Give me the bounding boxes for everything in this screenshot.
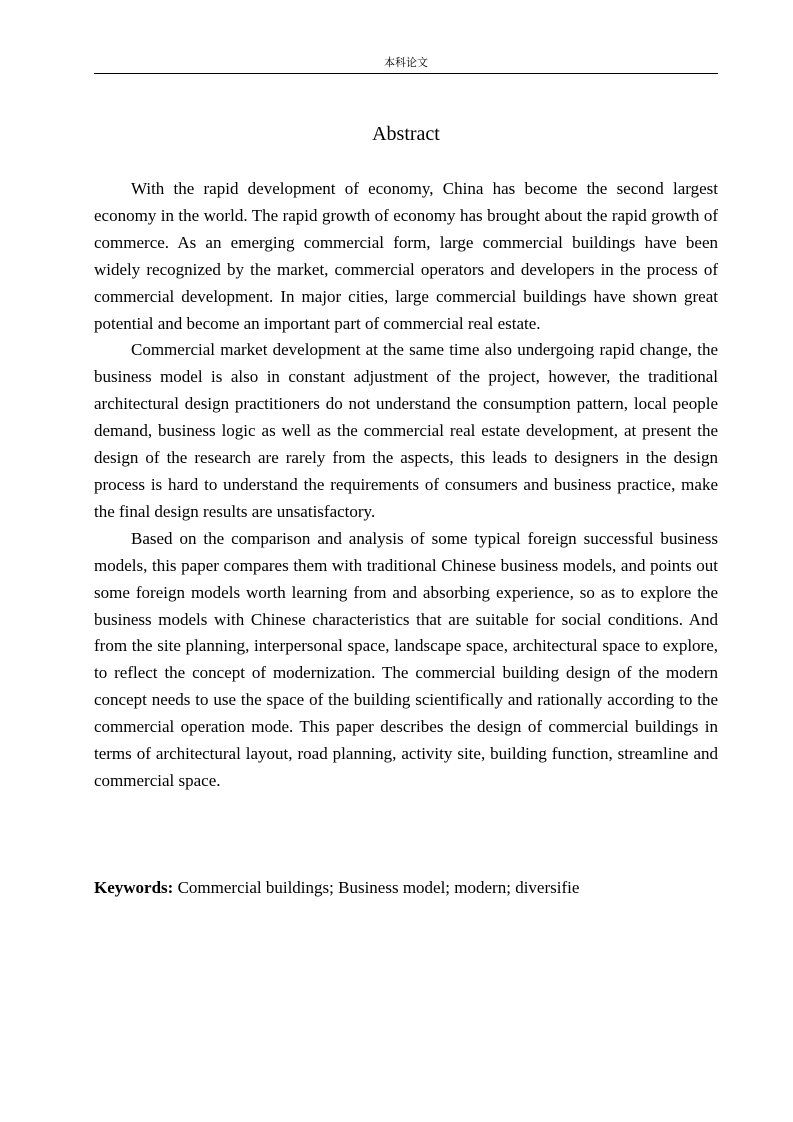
running-header: 本科论文	[384, 56, 428, 69]
abstract-paragraph-3: Based on the comparison and analysis of some typical foreign successful business models, this paper compares them with traditional Chinese business models, and points out some foreign models worth learning from and absorbing experience, so as to explore the business models with Chinese characteristics that are suitable for social conditions. And from the site planning, interpersonal space, landscape space, architectural space to explore, to reflect the concept of modernization. The commercial building design of the modern concept needs to use the space of the building scientifically and rationally according to the commercial operation mode. This paper describes the design of commercial buildings in terms of architectural layout, road planning, activity site, building function, streamline and commercial space.	[94, 528, 718, 790]
abstract-paragraph-1: With the rapid development of economy, China has become the second largest economy in the world. The rapid growth of economy has brought about the rapid growth of commerce. As an emerging commercial form, large commercial buildings have been widely recognized by the market, commercial operators and developers in the process of commercial development. In major cities, large commercial buildings have shown great potential and become an important part of commercial real estate.	[94, 179, 718, 333]
header-rule	[94, 73, 718, 74]
abstract-body	[94, 176, 718, 795]
abstract-paragraph-2: Commercial market development at the same time also undergoing rapid change, the business model is also in constant adjustment of the project, however, the traditional architectural design practitioners do not understand the consumption pattern, local people demand, business logic as well as the commercial real estate development, at present the design of the research are rarely from the aspects, this leads to designers in the design process is hard to understand the requirements of consumers and business practice, make the final design results are unsatisfactory.	[94, 340, 718, 521]
abstract-title: Abstract	[372, 123, 440, 145]
keywords-label: Keywords:	[94, 878, 174, 897]
keywords-text: Commercial buildings; Business model; modern; diversifie	[173, 878, 580, 897]
keywords-line	[94, 875, 718, 901]
